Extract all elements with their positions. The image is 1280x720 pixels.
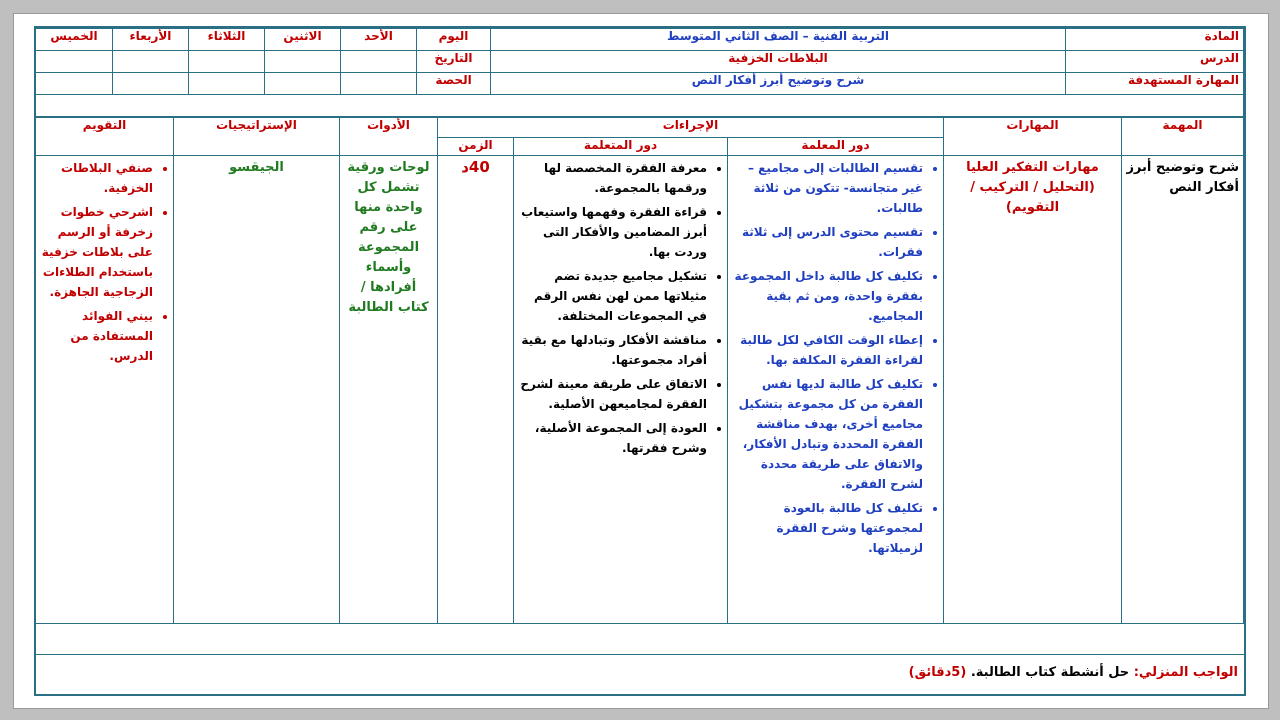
- period-cell: [265, 73, 341, 95]
- teacher-role-cell: [728, 156, 944, 624]
- subject-value: التربية الفنية – الصف الثاني المتوسط: [491, 29, 1066, 51]
- lesson-plan-sheet: [36, 28, 1244, 694]
- period-cell: [36, 73, 113, 95]
- date-cell: [36, 51, 113, 73]
- homework-label: الواجب المنزلي:: [1133, 665, 1238, 680]
- tools-cell: لوحات ورقية تشمل كل واحدة منها على رقم المجموعة وأسماء أفرادها / كتاب الطالبة: [340, 156, 438, 624]
- lesson-value: البلاطات الخزفية: [491, 51, 1066, 73]
- period-cell: [189, 73, 265, 95]
- col-procedures: الإجراءات: [438, 118, 944, 138]
- spacer-row: [36, 95, 1244, 117]
- evaluation-item: • اشرحي خطوات زخرفة أو الرسم على بلاطات خزفية باستخدام الطلاءات الزجاجية الجاهزة.: [40, 202, 153, 302]
- col-student-role: دور المتعلمة: [514, 138, 728, 156]
- page-frame: [14, 14, 1268, 708]
- skills-cell: مهارات التفكير العليا (التحليل / التركيب / التقويم): [944, 156, 1122, 624]
- lesson-plan-border: [34, 26, 1246, 696]
- homework-duration: (5دقائق): [908, 665, 967, 680]
- lesson-label: الدرس: [1066, 51, 1244, 73]
- homework-row: [36, 654, 1244, 695]
- student-role-item: • العودة إلى المجموعة الأصلية، وشرح فقرتها.: [518, 418, 707, 458]
- student-role-cell: [514, 156, 728, 624]
- day-sunday: الأحد: [341, 29, 417, 51]
- procedures-table: [35, 117, 1244, 624]
- homework-line: [909, 665, 1238, 680]
- period-cell: [341, 73, 417, 95]
- student-role-item: • مناقشة الأفكار وتبادلها مع بقية أفراد مجموعتها.: [518, 330, 707, 370]
- subject-label: المادة: [1066, 29, 1244, 51]
- strategies-cell: الجيقسو: [174, 156, 340, 624]
- teacher-role-item: • تقسيم الطالبات إلى مجاميع – غير متجانسة- تتكون من ثلاثة طالبات.: [732, 158, 923, 218]
- col-task: المهمة: [1122, 118, 1244, 156]
- student-role-item: • معرفة الفقرة المخصصة لها ورقمها بالمجموعة.: [518, 158, 707, 198]
- teacher-role-item: • تكليف كل طالبة لديها نفس الفقرة من كل مجموعة بتشكيل مجاميع أخرى، بهدف مناقشة الفقرة المحددة وتبادل الأفكار، والاتفاق على طريقة محددة لشرح الفقرة.: [732, 374, 923, 494]
- period-label: الحصة: [417, 73, 491, 95]
- time-cell: 40د: [438, 156, 514, 624]
- day-monday: الاثنين: [265, 29, 341, 51]
- col-teacher-role: دور المعلمة: [728, 138, 944, 156]
- student-role-item: • تشكيل مجاميع جديدة تضم مثيلاتها ممن لهن نفس الرقم في المجموعات المختلفة.: [518, 266, 707, 326]
- student-role-item: • الاتفاق على طريقة معينة لشرح الفقرة لمجاميعهن الأصلية.: [518, 374, 707, 414]
- evaluation-item: • بيني الفوائد المستفادة من الدرس.: [40, 306, 153, 366]
- teacher-role-item: • تكليف كل طالبة داخل المجموعة بفقرة واحدة، ومن ثم بقية المجاميع.: [732, 266, 923, 326]
- task-cell: شرح وتوضيح أبرز أفكار النص: [1122, 156, 1244, 624]
- col-strategies: الإستراتيجيات: [174, 118, 340, 156]
- col-evaluation: التقويم: [36, 118, 174, 156]
- date-cell: [113, 51, 189, 73]
- date-cell: [189, 51, 265, 73]
- col-tools: الأدوات: [340, 118, 438, 156]
- teacher-role-item: • تقسيم محتوى الدرس إلى ثلاثة فقرات.: [732, 222, 923, 262]
- evaluation-item: • صنفي البلاطات الخزفية.: [40, 158, 153, 198]
- evaluation-cell: [36, 156, 174, 624]
- header-table: [35, 28, 1244, 117]
- date-cell: [265, 51, 341, 73]
- target-skill-label: المهارة المستهدفة: [1066, 73, 1244, 95]
- day-tuesday: الثلاثاء: [189, 29, 265, 51]
- date-label: التاريخ: [417, 51, 491, 73]
- student-role-item: • قراءة الفقرة وفهمها واستيعاب أبرز المضامين والأفكار التى وردت بها.: [518, 202, 707, 262]
- col-skills: المهارات: [944, 118, 1122, 156]
- period-cell: [113, 73, 189, 95]
- day-wednesday: الأربعاء: [113, 29, 189, 51]
- col-time: الزمن: [438, 138, 514, 156]
- teacher-role-item: • إعطاء الوقت الكافي لكل طالبة لقراءة الفقرة المكلفة بها.: [732, 330, 923, 370]
- day-thursday: الخميس: [36, 29, 113, 51]
- date-cell: [341, 51, 417, 73]
- homework-text: حل أنشطة كتاب الطالبة.: [970, 665, 1130, 680]
- teacher-role-item: • تكليف كل طالبة بالعودة لمجموعتها وشرح الفقرة لزميلاتها.: [732, 498, 923, 558]
- target-skill-value: شرح وتوضيح أبرز أفكار النص: [491, 73, 1066, 95]
- day-label: اليوم: [417, 29, 491, 51]
